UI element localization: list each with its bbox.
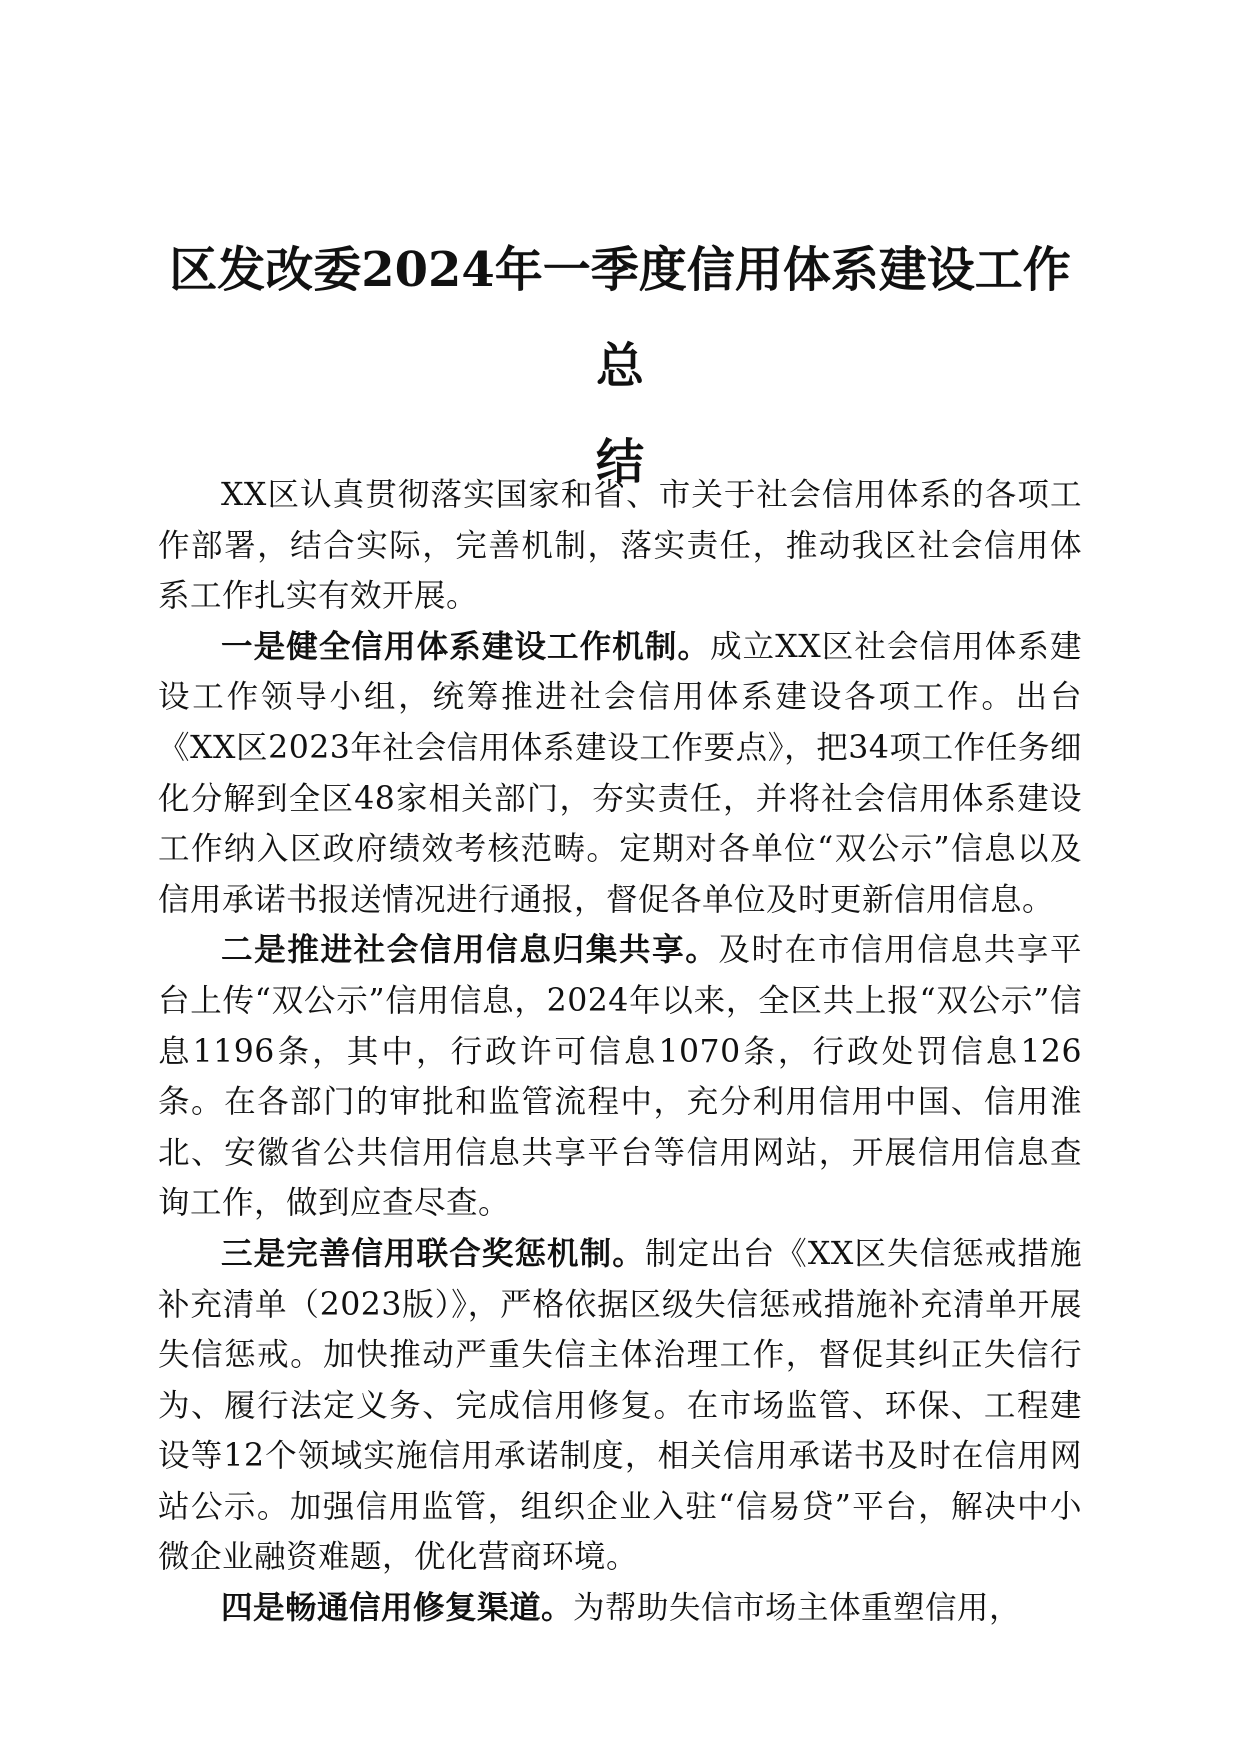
document-body [158,470,1082,1634]
section-text-3: 制定出台《XX区失信惩戒措施补充清单（2023版）》，严格依据区级失信惩戒措施补充清单开展失信惩戒。加快推动严重失信主体治理工作，督促其纠正失信行为、履行法定义务、完成信用修复。在市场监管、环保、工程建设等12个领域实施信用承诺制度，相关信用承诺书及时在信用网站公示。加强信用监管，组织企业入驻“信易贷”平台，解决中小微企业融资难题，优化营商环境。 [158,1235,1082,1576]
section-paragraph-4 [158,1583,1082,1634]
document-title [150,222,1090,510]
section-heading-3: 三是完善信用联合奖惩机制。 [221,1234,645,1272]
intro-paragraph: XX区认真贯彻落实国家和省、市关于社会信用体系的各项工作部署，结合实际，完善机制，落实责任，推动我区社会信用体系工作扎实有效开展。 [158,477,1082,615]
section-text-4: 为帮助失信市场主体重塑信用， [573,1590,1022,1627]
title-line-1: 区发改委2024年一季度信用体系建设工作总 [169,242,1071,394]
section-paragraph-3 [158,1229,1082,1583]
title-line-2: 结 [595,434,644,490]
section-paragraph-2 [158,925,1082,1229]
section-heading-4: 四是畅通信用修复渠道。 [221,1589,574,1627]
section-paragraph-1 [158,622,1082,926]
section-text-2: 及时在市信用信息共享平台上传“双公示”信用信息，2024年以来，全区共上报“双公示”信息1196条，其中，行政许可信息1070条，行政处罚信息126条。在各部门的审批和监管流程中，充分利用信用中国、信用淮北、安徽省公共信用信息共享平台等信用网站，开展信用信息查询工作，做到应查尽查。 [158,932,1082,1222]
section-heading-2: 二是推进社会信用信息归集共享。 [221,931,719,969]
section-heading-1: 一是健全信用体系建设工作机制。 [221,627,711,665]
section-text-1: 成立XX区社会信用体系建设工作领导小组，统筹推进社会信用体系建设各项工作。出台《XX区2023年社会信用体系建设工作要点》，把34项工作任务细化分解到全区48家相关部门，夯实责任，并将社会信用体系建设工作纳入区政府绩效考核范畴。定期对各单位“双公示”信息以及信用承诺书报送情况进行通报，督促各单位及时更新信用信息。 [158,628,1082,918]
